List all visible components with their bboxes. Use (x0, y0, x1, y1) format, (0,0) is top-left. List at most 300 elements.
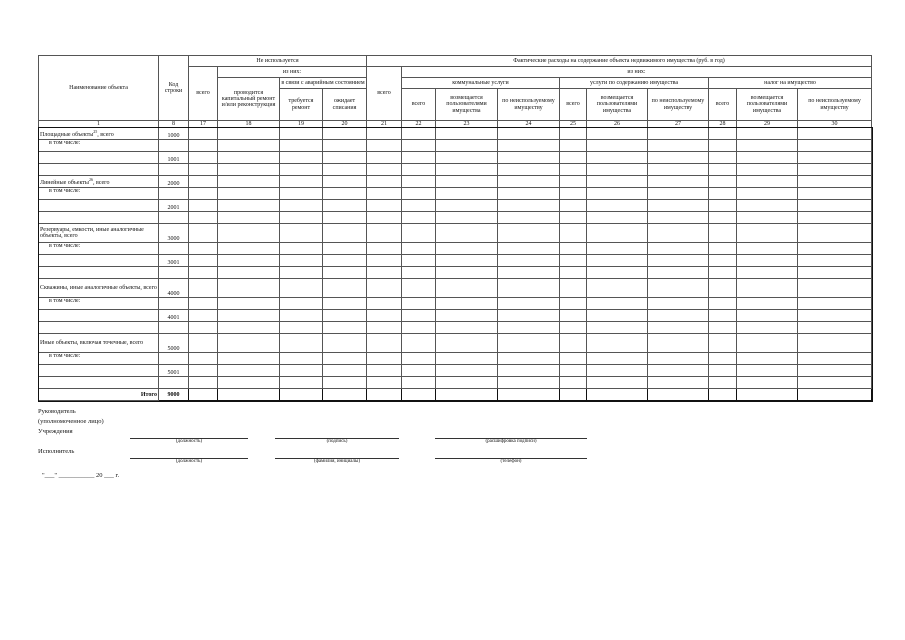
data-cell[interactable] (560, 377, 587, 389)
data-cell[interactable] (436, 298, 498, 310)
data-cell[interactable] (189, 188, 218, 200)
data-cell[interactable] (587, 334, 648, 353)
data-cell[interactable] (798, 353, 872, 365)
data-cell[interactable] (560, 176, 587, 188)
data-cell[interactable] (436, 224, 498, 243)
data-cell[interactable] (737, 365, 798, 377)
data-cell[interactable] (402, 224, 436, 243)
data-cell[interactable] (436, 334, 498, 353)
data-cell[interactable] (709, 334, 737, 353)
data-cell[interactable] (709, 152, 737, 164)
data-cell[interactable] (218, 310, 280, 322)
data-cell[interactable] (367, 128, 402, 140)
data-cell[interactable] (560, 243, 587, 255)
data-cell[interactable] (280, 353, 323, 365)
data-cell[interactable] (709, 389, 737, 401)
data-cell[interactable] (498, 310, 560, 322)
data-cell[interactable] (648, 188, 709, 200)
data-cell[interactable] (402, 310, 436, 322)
data-cell[interactable] (402, 188, 436, 200)
data-cell[interactable] (436, 152, 498, 164)
data-cell[interactable] (436, 200, 498, 212)
data-cell[interactable] (402, 128, 436, 140)
data-cell[interactable] (560, 310, 587, 322)
data-cell[interactable] (709, 255, 737, 267)
data-cell[interactable] (402, 164, 436, 176)
data-cell[interactable] (436, 279, 498, 298)
data-cell[interactable] (798, 389, 872, 401)
data-cell[interactable] (402, 152, 436, 164)
data-cell[interactable] (402, 176, 436, 188)
data-cell[interactable] (560, 365, 587, 377)
data-cell[interactable] (402, 200, 436, 212)
data-cell[interactable] (560, 389, 587, 401)
data-cell[interactable] (402, 212, 436, 224)
data-cell[interactable] (280, 310, 323, 322)
data-cell[interactable] (798, 377, 872, 389)
data-cell[interactable] (587, 310, 648, 322)
data-cell[interactable] (737, 353, 798, 365)
data-cell[interactable] (189, 298, 218, 310)
data-cell[interactable] (798, 279, 872, 298)
data-cell[interactable] (189, 140, 218, 152)
data-cell[interactable] (498, 298, 560, 310)
data-cell[interactable] (737, 267, 798, 279)
data-cell[interactable] (367, 164, 402, 176)
data-cell[interactable] (648, 310, 709, 322)
data-cell[interactable] (189, 310, 218, 322)
data-cell[interactable] (737, 322, 798, 334)
data-cell[interactable] (323, 212, 367, 224)
data-cell[interactable] (367, 188, 402, 200)
data-cell[interactable] (798, 310, 872, 322)
data-cell[interactable] (189, 267, 218, 279)
data-cell[interactable] (648, 255, 709, 267)
data-cell[interactable] (436, 267, 498, 279)
data-cell[interactable] (648, 224, 709, 243)
data-cell[interactable] (367, 200, 402, 212)
data-cell[interactable] (737, 128, 798, 140)
data-cell[interactable] (648, 365, 709, 377)
data-cell[interactable] (189, 128, 218, 140)
data-cell[interactable] (737, 188, 798, 200)
data-cell[interactable] (402, 377, 436, 389)
data-cell[interactable] (323, 322, 367, 334)
data-cell[interactable] (560, 152, 587, 164)
data-cell[interactable] (737, 298, 798, 310)
data-cell[interactable] (280, 365, 323, 377)
data-cell[interactable] (709, 224, 737, 243)
data-cell[interactable] (280, 377, 323, 389)
data-cell[interactable] (218, 188, 280, 200)
data-cell[interactable] (189, 224, 218, 243)
data-cell[interactable] (436, 377, 498, 389)
data-cell[interactable] (737, 255, 798, 267)
data-cell[interactable] (798, 164, 872, 176)
data-cell[interactable] (498, 140, 560, 152)
data-cell[interactable] (436, 176, 498, 188)
data-cell[interactable] (280, 188, 323, 200)
data-cell[interactable] (709, 322, 737, 334)
data-cell[interactable] (737, 140, 798, 152)
data-cell[interactable] (323, 353, 367, 365)
data-cell[interactable] (709, 176, 737, 188)
data-cell[interactable] (323, 176, 367, 188)
data-cell[interactable] (436, 188, 498, 200)
data-cell[interactable] (587, 267, 648, 279)
data-cell[interactable] (280, 164, 323, 176)
data-cell[interactable] (709, 267, 737, 279)
data-cell[interactable] (709, 128, 737, 140)
date-field[interactable]: "___" ___________ 20 ___ г. (42, 472, 120, 479)
data-cell[interactable] (189, 200, 218, 212)
data-cell[interactable] (498, 279, 560, 298)
data-cell[interactable] (737, 389, 798, 401)
data-cell[interactable] (402, 322, 436, 334)
data-cell[interactable] (498, 224, 560, 243)
data-cell[interactable] (737, 334, 798, 353)
data-cell[interactable] (709, 212, 737, 224)
data-cell[interactable] (323, 188, 367, 200)
data-cell[interactable] (367, 353, 402, 365)
data-cell[interactable] (323, 298, 367, 310)
data-cell[interactable] (323, 224, 367, 243)
data-cell[interactable] (323, 310, 367, 322)
data-cell[interactable] (218, 298, 280, 310)
data-cell[interactable] (587, 279, 648, 298)
data-cell[interactable] (587, 200, 648, 212)
data-cell[interactable] (323, 243, 367, 255)
data-cell[interactable] (436, 243, 498, 255)
data-cell[interactable] (560, 353, 587, 365)
data-cell[interactable] (367, 152, 402, 164)
data-cell[interactable] (560, 224, 587, 243)
data-cell[interactable] (798, 298, 872, 310)
data-cell[interactable] (402, 267, 436, 279)
data-cell[interactable] (189, 152, 218, 164)
data-cell[interactable] (402, 353, 436, 365)
data-cell[interactable] (648, 152, 709, 164)
data-cell[interactable] (218, 353, 280, 365)
data-cell[interactable] (709, 164, 737, 176)
data-cell[interactable] (798, 224, 872, 243)
data-cell[interactable] (218, 389, 280, 401)
data-cell[interactable] (218, 365, 280, 377)
data-cell[interactable] (280, 212, 323, 224)
data-cell[interactable] (280, 243, 323, 255)
data-cell[interactable] (367, 176, 402, 188)
data-cell[interactable] (648, 389, 709, 401)
data-cell[interactable] (280, 176, 323, 188)
data-cell[interactable] (648, 200, 709, 212)
data-cell[interactable] (367, 310, 402, 322)
data-cell[interactable] (798, 188, 872, 200)
data-cell[interactable] (498, 334, 560, 353)
data-cell[interactable] (648, 279, 709, 298)
data-cell[interactable] (709, 298, 737, 310)
data-cell[interactable] (648, 164, 709, 176)
data-cell[interactable] (587, 164, 648, 176)
data-cell[interactable] (798, 212, 872, 224)
data-cell[interactable] (402, 334, 436, 353)
row-code (159, 377, 189, 389)
data-cell[interactable] (189, 353, 218, 365)
data-cell[interactable] (367, 389, 402, 401)
data-cell[interactable] (402, 255, 436, 267)
data-cell[interactable] (436, 255, 498, 267)
data-cell[interactable] (709, 353, 737, 365)
data-cell[interactable] (737, 164, 798, 176)
data-cell[interactable] (402, 298, 436, 310)
data-cell[interactable] (648, 267, 709, 279)
data-cell[interactable] (560, 298, 587, 310)
data-cell[interactable] (367, 243, 402, 255)
data-cell[interactable] (798, 176, 872, 188)
data-cell[interactable] (367, 365, 402, 377)
data-cell[interactable] (280, 255, 323, 267)
data-cell[interactable] (648, 128, 709, 140)
data-cell[interactable] (737, 279, 798, 298)
data-cell[interactable] (498, 164, 560, 176)
data-cell[interactable] (323, 334, 367, 353)
data-cell[interactable] (280, 267, 323, 279)
data-cell[interactable] (189, 212, 218, 224)
data-cell[interactable] (560, 200, 587, 212)
data-cell[interactable] (798, 152, 872, 164)
data-cell[interactable] (189, 334, 218, 353)
data-cell[interactable] (798, 243, 872, 255)
data-cell[interactable] (498, 176, 560, 188)
data-cell[interactable] (280, 224, 323, 243)
data-cell[interactable] (323, 200, 367, 212)
data-cell[interactable] (498, 188, 560, 200)
data-cell[interactable] (218, 377, 280, 389)
data-cell[interactable] (323, 279, 367, 298)
data-cell[interactable] (323, 267, 367, 279)
data-cell[interactable] (402, 279, 436, 298)
data-cell[interactable] (709, 188, 737, 200)
data-cell[interactable] (798, 255, 872, 267)
data-cell[interactable] (498, 267, 560, 279)
data-cell[interactable] (737, 224, 798, 243)
data-cell[interactable] (560, 322, 587, 334)
data-cell[interactable] (587, 152, 648, 164)
data-cell[interactable] (737, 243, 798, 255)
data-cell[interactable] (560, 212, 587, 224)
data-cell[interactable] (367, 279, 402, 298)
data-cell[interactable] (367, 212, 402, 224)
data-cell[interactable] (737, 176, 798, 188)
data-cell[interactable] (436, 310, 498, 322)
data-cell[interactable] (587, 353, 648, 365)
data-cell[interactable] (323, 140, 367, 152)
data-cell[interactable] (587, 176, 648, 188)
data-cell[interactable] (648, 140, 709, 152)
data-cell[interactable] (402, 243, 436, 255)
data-cell[interactable] (367, 377, 402, 389)
data-cell[interactable] (189, 164, 218, 176)
data-cell[interactable] (323, 152, 367, 164)
data-cell[interactable] (402, 365, 436, 377)
data-cell[interactable] (498, 255, 560, 267)
data-cell[interactable] (189, 243, 218, 255)
data-cell[interactable] (280, 322, 323, 334)
data-cell[interactable] (587, 365, 648, 377)
data-cell[interactable] (798, 267, 872, 279)
data-cell[interactable] (218, 212, 280, 224)
data-cell[interactable] (498, 365, 560, 377)
data-cell[interactable] (709, 243, 737, 255)
data-cell[interactable] (798, 322, 872, 334)
data-cell[interactable] (560, 279, 587, 298)
data-cell[interactable] (587, 255, 648, 267)
data-cell[interactable] (189, 389, 218, 401)
data-cell[interactable] (218, 224, 280, 243)
data-cell[interactable] (498, 212, 560, 224)
data-cell[interactable] (280, 389, 323, 401)
data-cell[interactable] (560, 164, 587, 176)
data-cell[interactable] (280, 140, 323, 152)
data-cell[interactable] (587, 224, 648, 243)
data-cell[interactable] (587, 212, 648, 224)
data-cell[interactable] (218, 255, 280, 267)
data-cell[interactable] (436, 353, 498, 365)
data-cell[interactable] (737, 200, 798, 212)
data-cell[interactable] (648, 212, 709, 224)
data-cell[interactable] (367, 267, 402, 279)
data-cell[interactable] (737, 212, 798, 224)
data-cell[interactable] (323, 365, 367, 377)
data-cell[interactable] (560, 267, 587, 279)
data-cell[interactable] (436, 365, 498, 377)
data-cell[interactable] (737, 310, 798, 322)
data-cell[interactable] (189, 255, 218, 267)
data-cell[interactable] (648, 322, 709, 334)
data-cell[interactable] (498, 377, 560, 389)
data-cell[interactable] (498, 353, 560, 365)
data-cell[interactable] (218, 164, 280, 176)
data-cell[interactable] (648, 176, 709, 188)
data-cell[interactable] (798, 365, 872, 377)
data-cell[interactable] (218, 334, 280, 353)
data-cell[interactable] (218, 128, 280, 140)
data-cell[interactable] (587, 243, 648, 255)
data-cell[interactable] (709, 279, 737, 298)
data-cell[interactable] (798, 334, 872, 353)
data-cell[interactable] (587, 188, 648, 200)
data-cell[interactable] (280, 152, 323, 164)
data-cell[interactable] (367, 322, 402, 334)
data-cell[interactable] (560, 140, 587, 152)
data-cell[interactable] (218, 140, 280, 152)
data-cell[interactable] (587, 377, 648, 389)
data-cell[interactable] (798, 140, 872, 152)
data-cell[interactable] (709, 310, 737, 322)
data-cell[interactable] (280, 298, 323, 310)
data-cell[interactable] (709, 200, 737, 212)
data-cell[interactable] (587, 298, 648, 310)
data-cell[interactable] (323, 164, 367, 176)
data-cell[interactable] (189, 279, 218, 298)
data-cell[interactable] (218, 279, 280, 298)
data-cell[interactable] (436, 212, 498, 224)
data-cell[interactable] (323, 255, 367, 267)
data-cell[interactable] (498, 200, 560, 212)
data-cell[interactable] (218, 200, 280, 212)
data-cell[interactable] (648, 353, 709, 365)
data-cell[interactable] (280, 200, 323, 212)
data-cell[interactable] (218, 152, 280, 164)
data-cell[interactable] (436, 322, 498, 334)
data-cell[interactable] (436, 128, 498, 140)
data-cell[interactable] (560, 334, 587, 353)
data-cell[interactable] (218, 322, 280, 334)
data-cell[interactable] (367, 255, 402, 267)
data-cell[interactable] (648, 298, 709, 310)
data-cell[interactable] (587, 140, 648, 152)
data-cell[interactable] (498, 389, 560, 401)
data-cell[interactable] (498, 322, 560, 334)
data-cell[interactable] (436, 164, 498, 176)
data-cell[interactable] (737, 377, 798, 389)
data-cell[interactable] (218, 243, 280, 255)
data-cell[interactable] (367, 298, 402, 310)
data-cell[interactable] (218, 267, 280, 279)
data-cell[interactable] (367, 224, 402, 243)
data-cell[interactable] (218, 176, 280, 188)
data-cell[interactable] (436, 389, 498, 401)
data-cell[interactable] (648, 377, 709, 389)
data-cell[interactable] (280, 334, 323, 353)
table-row (39, 267, 872, 279)
data-cell[interactable] (648, 243, 709, 255)
data-cell[interactable] (798, 200, 872, 212)
data-cell[interactable] (189, 322, 218, 334)
data-cell[interactable] (709, 140, 737, 152)
data-cell[interactable] (323, 128, 367, 140)
data-cell[interactable] (798, 128, 872, 140)
data-cell[interactable] (280, 279, 323, 298)
data-cell[interactable] (189, 377, 218, 389)
data-cell[interactable] (709, 365, 737, 377)
data-cell[interactable] (648, 334, 709, 353)
data-cell[interactable] (436, 140, 498, 152)
data-cell[interactable] (498, 152, 560, 164)
decoding-caption: (расшифровка подписи) (485, 439, 537, 444)
data-cell[interactable] (189, 365, 218, 377)
data-cell[interactable] (587, 389, 648, 401)
data-cell[interactable] (560, 128, 587, 140)
data-cell[interactable] (498, 128, 560, 140)
data-cell[interactable] (587, 128, 648, 140)
data-cell[interactable] (560, 188, 587, 200)
data-cell[interactable] (402, 140, 436, 152)
data-cell[interactable] (367, 334, 402, 353)
data-cell[interactable] (323, 377, 367, 389)
data-cell[interactable] (709, 377, 737, 389)
data-cell[interactable] (280, 128, 323, 140)
data-cell[interactable] (560, 255, 587, 267)
data-cell[interactable] (402, 389, 436, 401)
data-cell[interactable] (189, 176, 218, 188)
data-cell[interactable] (587, 322, 648, 334)
data-cell[interactable] (367, 140, 402, 152)
data-cell[interactable] (323, 389, 367, 401)
data-cell[interactable] (498, 243, 560, 255)
table-row (39, 164, 872, 176)
data-cell[interactable] (737, 152, 798, 164)
header-unused: Не используется (189, 56, 367, 67)
